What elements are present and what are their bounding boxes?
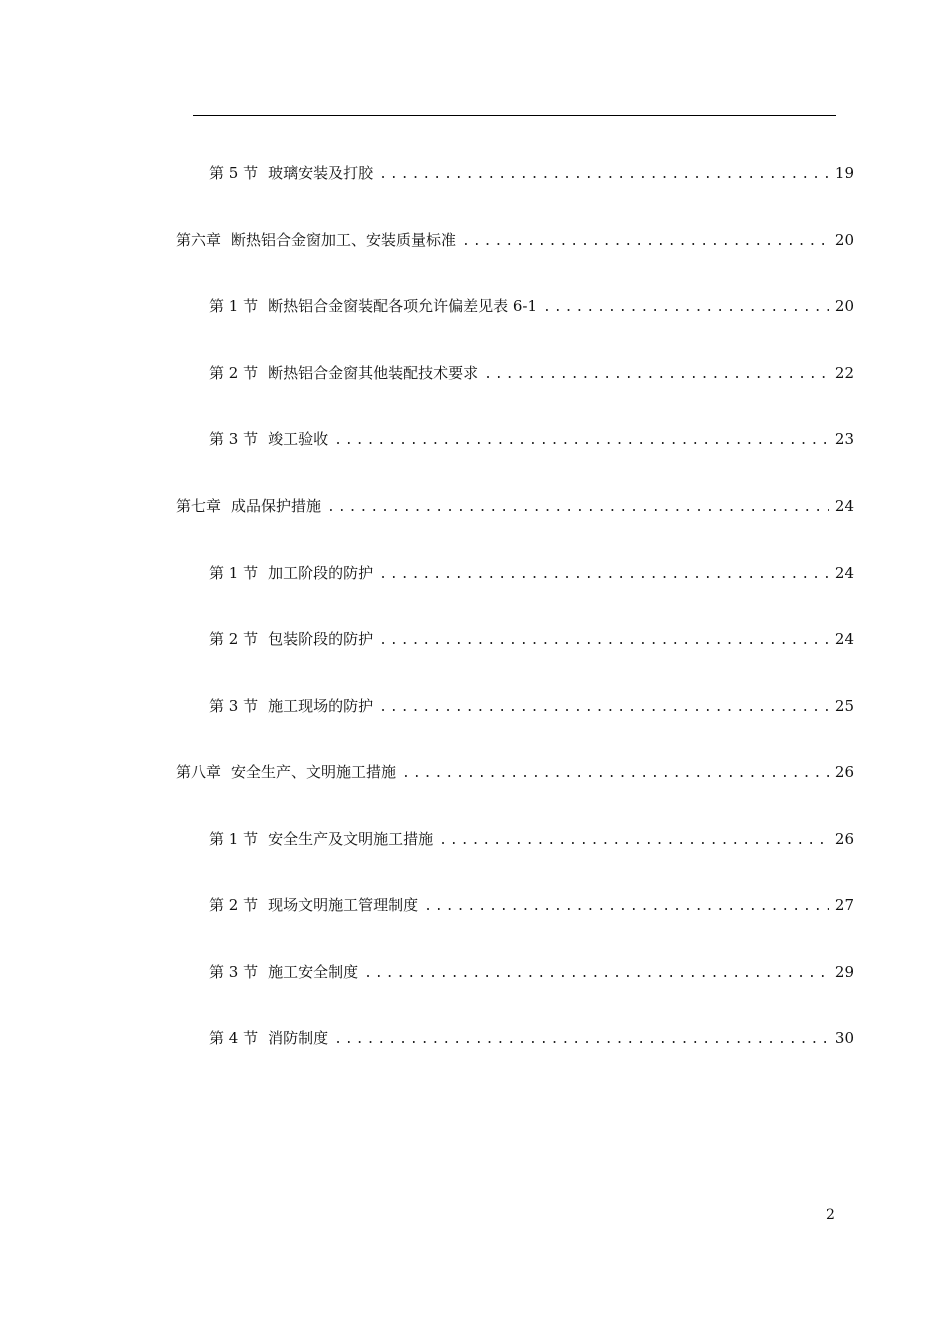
toc-leader-dots bbox=[379, 629, 829, 653]
toc-leader-dots bbox=[334, 429, 829, 453]
toc-entry[interactable] bbox=[209, 960, 854, 984]
toc-entry-number: 第 1 节 bbox=[209, 564, 259, 582]
toc-entry-page: 24 bbox=[834, 564, 854, 582]
toc-entry[interactable] bbox=[209, 893, 854, 917]
toc-entry[interactable] bbox=[209, 1026, 854, 1050]
toc-entry-page: 26 bbox=[834, 763, 854, 781]
toc-entry-number: 第 5 节 bbox=[209, 164, 259, 182]
header-rule bbox=[193, 115, 836, 116]
toc-entry-title: 现场文明施工管理制度 bbox=[268, 896, 419, 914]
toc-entry[interactable] bbox=[209, 361, 854, 385]
toc-entry-number: 第 3 节 bbox=[209, 697, 259, 715]
toc-entry-page: 23 bbox=[834, 430, 854, 448]
toc-entry-page: 20 bbox=[834, 231, 854, 249]
toc-entry[interactable] bbox=[209, 427, 854, 451]
toc-entry-title: 断热铝合金窗加工、安装质量标准 bbox=[231, 231, 457, 249]
toc-entry[interactable] bbox=[209, 294, 854, 318]
toc-entry-page: 30 bbox=[834, 1029, 854, 1047]
toc-entry-page: 27 bbox=[834, 896, 854, 914]
toc-entry-number: 第六章 bbox=[176, 231, 222, 249]
toc-leader-dots bbox=[379, 163, 829, 187]
toc-leader-dots bbox=[439, 829, 829, 853]
toc-entry-number: 第七章 bbox=[176, 497, 222, 515]
toc-entry-title: 玻璃安装及打胶 bbox=[268, 164, 374, 182]
toc-entry-number: 第 2 节 bbox=[209, 896, 259, 914]
toc-leader-dots bbox=[484, 363, 829, 387]
toc-entry-number: 第 1 节 bbox=[209, 830, 259, 848]
toc-entry-title: 加工阶段的防护 bbox=[268, 564, 374, 582]
toc-entry-title: 竣工验收 bbox=[268, 430, 329, 448]
toc-leader-dots bbox=[402, 762, 829, 786]
toc-leader-dots bbox=[424, 895, 829, 919]
toc-entry-title: 施工安全制度 bbox=[268, 963, 359, 981]
toc-entry-number: 第八章 bbox=[176, 763, 222, 781]
toc-entry[interactable] bbox=[209, 561, 854, 585]
toc-entry-number: 第 3 节 bbox=[209, 963, 259, 981]
toc-entry-title: 包装阶段的防护 bbox=[268, 630, 374, 648]
toc-leader-dots bbox=[543, 296, 829, 320]
toc-entry-page: 29 bbox=[834, 963, 854, 981]
toc-leader-dots bbox=[379, 696, 829, 720]
toc-entry-number: 第 2 节 bbox=[209, 364, 259, 382]
toc-entry-title: 消防制度 bbox=[268, 1029, 329, 1047]
toc-entry-title: 断热铝合金窗其他装配技术要求 bbox=[268, 364, 479, 382]
toc-leader-dots bbox=[379, 563, 829, 587]
toc-entry[interactable] bbox=[209, 161, 854, 185]
toc-entry[interactable] bbox=[209, 827, 854, 851]
toc-entry-title: 成品保护措施 bbox=[231, 497, 322, 515]
toc-entry-page: 26 bbox=[834, 830, 854, 848]
toc-entry[interactable] bbox=[176, 494, 854, 518]
toc-entry-number: 第 3 节 bbox=[209, 430, 259, 448]
toc-leader-dots bbox=[364, 962, 829, 986]
toc-entry-title: 安全生产、文明施工措施 bbox=[231, 763, 397, 781]
toc-leader-dots bbox=[327, 496, 829, 520]
toc-entry[interactable] bbox=[209, 627, 854, 651]
toc-entry-title: 安全生产及文明施工措施 bbox=[268, 830, 434, 848]
toc-entry[interactable] bbox=[176, 760, 854, 784]
toc-entry[interactable] bbox=[176, 228, 854, 252]
toc-entry-page: 24 bbox=[834, 630, 854, 648]
toc-entry-page: 22 bbox=[834, 364, 854, 382]
toc-entry-title: 断热铝合金窗装配各项允许偏差见表 6-1 bbox=[268, 297, 538, 315]
toc-entry-page: 25 bbox=[834, 697, 854, 715]
toc-leader-dots bbox=[334, 1028, 829, 1052]
toc-entry-number: 第 2 节 bbox=[209, 630, 259, 648]
toc-entry-page: 19 bbox=[834, 164, 854, 182]
page-number: 2 bbox=[826, 1207, 835, 1223]
toc-entry-number: 第 4 节 bbox=[209, 1029, 259, 1047]
toc-entry-number: 第 1 节 bbox=[209, 297, 259, 315]
toc-entry[interactable] bbox=[209, 694, 854, 718]
toc-entry-title: 施工现场的防护 bbox=[268, 697, 374, 715]
toc-entry-page: 20 bbox=[834, 297, 854, 315]
toc-leader-dots bbox=[462, 230, 829, 254]
toc-entry-page: 24 bbox=[834, 497, 854, 515]
